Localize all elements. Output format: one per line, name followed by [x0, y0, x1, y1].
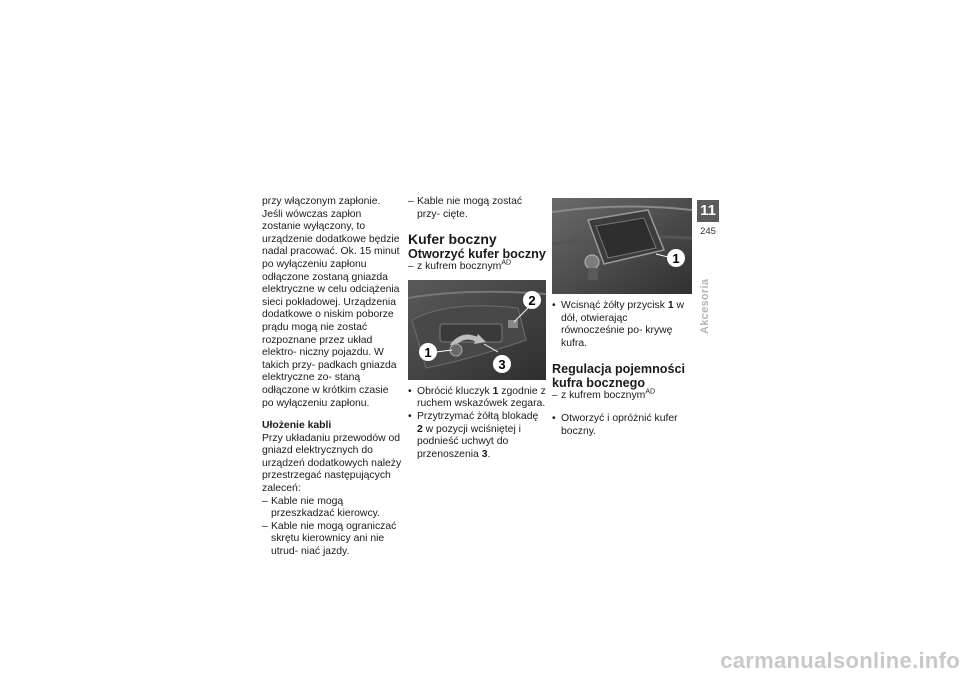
dash-item: – Kable nie mogą zostać przy- cięte. — [408, 196, 546, 221]
callout-1: 1 — [672, 251, 680, 266]
bullet-item — [408, 411, 546, 461]
ref-number: 2 — [417, 423, 423, 435]
dash-item: – Kable nie mogą przeszkadzać kierowcy. — [262, 496, 402, 521]
watermark: carmanualsonline.info — [720, 648, 960, 673]
bullet-item: • Otworzyć i opróżnić kufer boczny. — [552, 413, 692, 438]
case-button-illustration — [552, 198, 692, 294]
chapter-tab: 11 — [697, 200, 719, 222]
text-column-2 — [408, 196, 546, 461]
ref-number: 1 — [667, 300, 674, 311]
bullet-item — [552, 300, 692, 350]
subsection-heading: Otworzyć kufer boczny — [408, 247, 546, 262]
bullet-text: Wcisnąć żółty przycisk — [561, 300, 668, 311]
bullet-text: Przytrzymać żółtą blokadę — [417, 410, 539, 422]
paragraph: Przy układaniu przewodów od gniazd elektrycznych do urządzeń dodatkowych należy przestrzegać następujących zaleceń: — [262, 432, 402, 495]
requirement-note — [552, 390, 692, 403]
subheading-cable-routing: Ułożenie kabli — [262, 420, 332, 432]
ref-number: 1 — [492, 385, 499, 397]
requirement-text: z kufrem bocznym — [417, 261, 502, 273]
bullet-item — [408, 386, 546, 411]
requirement-code: AD — [645, 388, 656, 396]
paragraph: Jeśli wówczas zapłon zostanie wyłączony, to urządzenie dodatkowe będzie nadal pracować. Ok. 15 minut po wyłączeniu zapłonu odłączone zostaną gniazda elektryczne w celu odciążenia sieci pokładowej. Urządzenia dodatkowe o niskim poborze prądu mogą nie zostać rozpoznane przez układ elektro- niczny pojazdu. W takich przy- padkach gniazda elektryczne zo- staną odłączone w krótkim czasie po wyłączeniu zapłonu. — [262, 208, 400, 409]
bullet-text: Obrócić kluczyk — [417, 385, 493, 397]
callout-3: 3 — [498, 356, 506, 372]
page-number: 245 — [700, 226, 716, 237]
paragraph: przy włączonym zapłonie. — [262, 196, 381, 207]
text-column-3 — [552, 196, 692, 438]
callout-2: 2 — [528, 292, 536, 308]
callout-1: 1 — [424, 344, 432, 360]
ref-number: 3 — [481, 448, 488, 460]
requirement-note — [408, 261, 546, 274]
bullet-text: zgodnie z ruchem wskazówek zegara. — [417, 385, 546, 410]
dash-item: – Kable nie mogą ograniczać skrętu kierownicy ani nie utrud- niać jazdy. — [262, 521, 402, 559]
requirement-code: AD — [501, 259, 512, 267]
section-heading: Kufer boczny — [408, 231, 497, 248]
bullet-text: w dół, otwierając równocześnie po- krywę kufra. — [561, 300, 684, 349]
text-column-1 — [262, 196, 402, 559]
case-lock-illustration — [408, 280, 546, 380]
bullet-text: w pozycji wciśniętej i podnieść uchwyt do przenoszenia — [417, 423, 521, 460]
subsection-heading: Regulacja pojemności kufra bocznego — [552, 362, 685, 391]
requirement-text: z kufrem bocznym — [561, 390, 646, 402]
bullet-text: . — [487, 448, 491, 460]
section-label: Akcesoria — [699, 278, 711, 334]
